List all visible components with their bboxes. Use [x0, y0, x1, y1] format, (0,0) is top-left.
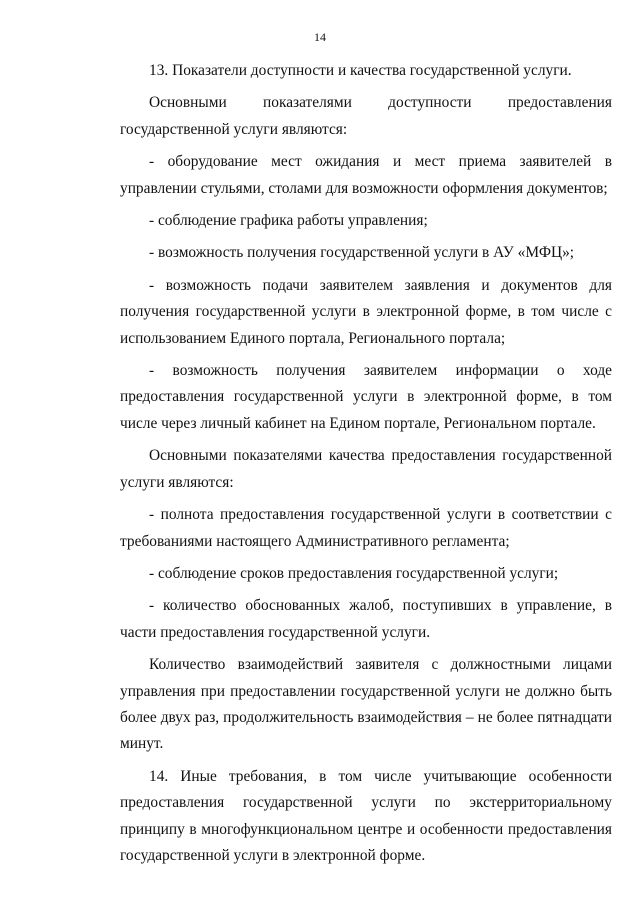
accessibility-item-mfc: - возможность получения государственной услуги в АУ «МФЦ»;	[149, 244, 575, 262]
quality-item-completeness: - полнота предоставления государственной услуги в соответствии с требованиями настоящего Административного регламента;	[120, 506, 612, 550]
page-number: 14	[314, 30, 326, 44]
document-body	[120, 58, 612, 869]
accessibility-indicators-intro: Основными показателями доступности предоставления государственной услуги являются:	[120, 94, 612, 138]
section-13-heading: 13. Показатели доступности и качества государственной услуги.	[149, 62, 572, 79]
quality-indicators-intro: Основными показателями качества предоставления государственной услуги являются:	[120, 447, 612, 491]
quality-item-complaints: - количество обоснованных жалоб, поступивших в управление, в части предоставления государственной услуги.	[120, 597, 612, 641]
accessibility-item-schedule: - соблюдение графика работы управления;	[149, 212, 428, 230]
accessibility-item-electronic-info: - возможность получения заявителем информации о ходе предоставления государственной услуги в электронной форме, в том числе через личный кабинет на Едином портале, Региональном портале.	[120, 362, 612, 432]
accessibility-item-electronic-submission: - возможность подачи заявителем заявления и документов для получения государственной услуги в электронной форме, в том числе с использованием Единого портала, Регионального портала;	[120, 276, 612, 347]
accessibility-item-equipment: - оборудование мест ожидания и мест приема заявителей в управлении стульями, столами для возможности оформления документов;	[120, 153, 612, 197]
quality-item-deadlines: - соблюдение сроков предоставления государственной услуги;	[149, 564, 559, 582]
interactions-count-paragraph: Количество взаимодействий заявителя с должностными лицами управления при предоставлении государственной услуги не должно быть более двух раз, продолжительность взаимодействия – не более пятнадцати минут.	[120, 656, 612, 753]
section-14-heading: 14. Иные требования, в том числе учитывающие особенности предоставления государственной услуги по экстерриториальному принципу в многофункциональном центре и особенности предоставления государственной услуги в электронной форме.	[120, 767, 612, 864]
